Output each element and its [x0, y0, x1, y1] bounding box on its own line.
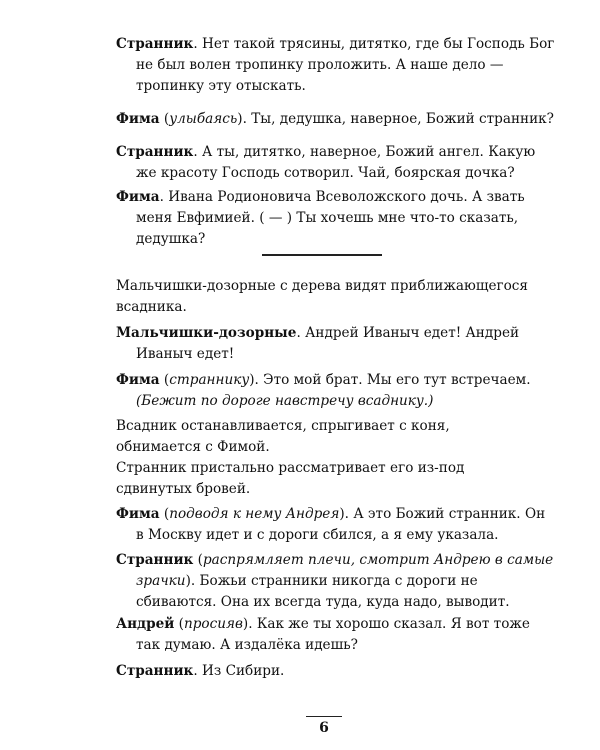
direction-text: Мальчишки-дозорные с дерева видят приближающегося всадника.: [116, 278, 528, 315]
speaker-name: Странник: [116, 36, 194, 52]
dialogue-line-2: [116, 109, 556, 130]
paren-close: ): [249, 372, 255, 388]
stage-remark: подводя к нему Андрея: [169, 506, 340, 522]
section-divider: [262, 254, 382, 256]
paren-open: (: [174, 616, 184, 632]
line-text: . А это Божий странник. Он в Москву идет и с дороги сбился, а я ему указала.: [136, 506, 546, 543]
paren-open: (: [193, 552, 203, 568]
stage-remark-inline: (Бежит по дороге навстречу всаднику.): [136, 393, 434, 409]
paren-open: (: [159, 372, 170, 388]
stage-direction-1: [116, 276, 536, 318]
paren-close: ): [185, 573, 191, 589]
stage-remark: улыбаясь: [169, 111, 238, 127]
dialogue-line-10: [116, 661, 556, 682]
dialogue-line-7: [116, 504, 556, 546]
stage-remark: распрямляет плечи, смотрит Андрею в самые зрачки: [136, 552, 554, 589]
line-text: . А ты, дитятко, наверное, Божий ангел. Какую же красоту Господь сотворил. Чай, боярская дочка?: [136, 144, 536, 181]
dialogue-line-9: [116, 614, 556, 656]
line-text: . Божьи странники никогда с дороги не сбиваются. Она их всегда туда, куда надо, выводит.: [136, 573, 510, 610]
line-text: . Это мой брат. Мы его тут встречаем.: [254, 372, 531, 388]
dialogue-line-3: [116, 142, 556, 184]
line-text: . Ивана Родионовича Всеволожского дочь. А звать меня Евфимией. ( — ) Ты хочешь мне что-то сказать, дедушка?: [136, 189, 525, 247]
page-number: 6: [319, 720, 329, 736]
stage-remark: страннику: [169, 372, 250, 388]
speaker-name: Фима: [116, 372, 160, 388]
stage-direction-3: [116, 458, 536, 500]
direction-text: Всадник останавливается, спрыгивает с коня, обнимается с Фимой.: [116, 418, 450, 455]
speaker-name: Странник: [116, 552, 194, 568]
speaker-name: Фима: [116, 189, 160, 205]
speaker-name: Фима: [116, 506, 160, 522]
speaker-name: Странник: [116, 144, 194, 160]
speaker-name: Мальчишки-дозорные: [116, 325, 297, 341]
paren-close: ): [339, 506, 345, 522]
paren-close: ): [242, 616, 249, 632]
dialogue-line-8: [116, 550, 556, 613]
line-text: . Нет такой трясины, дитятко, где бы Господь Бог не был волен тропинку проложить. А наше дело — тропинку эту отыскать.: [136, 36, 555, 94]
direction-text: Странник пристально рассматривает его из-под сдвинутых бровей.: [116, 460, 465, 497]
dialogue-line-6: [116, 370, 556, 412]
paren-open: (: [159, 506, 170, 522]
paren-close: ): [237, 111, 243, 127]
paren-open: (: [159, 111, 170, 127]
dialogue-line-1: [116, 34, 556, 97]
speaker-name: Андрей: [116, 616, 175, 632]
dialogue-line-4: [116, 187, 556, 250]
stage-direction-2: [116, 416, 536, 458]
speaker-name: Фима: [116, 111, 160, 127]
line-text: . Из Сибири.: [193, 663, 285, 679]
dialogue-line-5: [116, 323, 556, 365]
line-text: . Ты, дедушка, наверное, Божий странник?: [242, 111, 554, 127]
stage-remark: просияв: [183, 616, 243, 632]
line-text: . Андрей Иваныч едет! Андрей Иваныч едет!: [136, 325, 520, 362]
page-number-rule: [306, 716, 342, 717]
line-text: . Как же ты хорошо сказал. Я вот тоже так думаю. А издалёка идешь?: [136, 616, 530, 653]
speaker-name: Странник: [116, 663, 194, 679]
